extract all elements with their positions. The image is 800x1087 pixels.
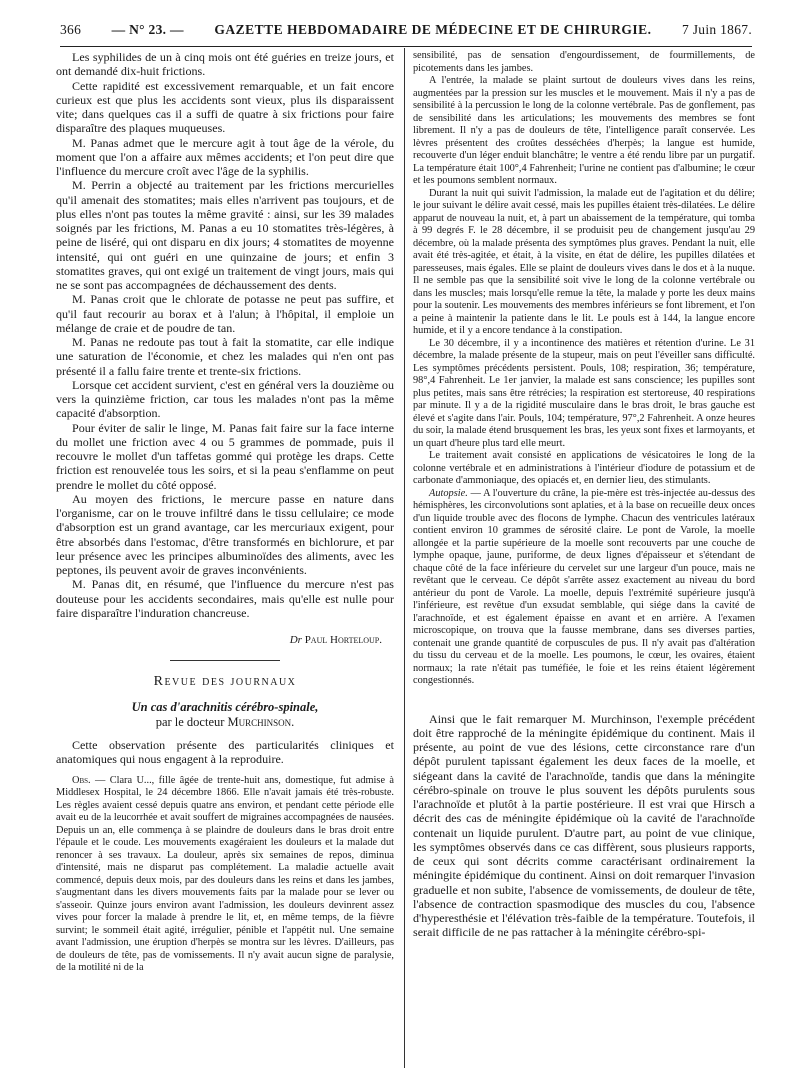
paragraph: M. Panas croit que le chlorate de potasse ne peut pas suffire, et qu'il faut recourir au borax et à l'alun; à l'hôpital, il emploie un mélange de craie et de poudre de tan. — [56, 292, 394, 335]
obs-text: — Clara U..., fille âgée de trente-huit ans, domestique, fut admise à Middlesex Hospital, le 24 décembre 1866. Elle n'avait jamais été très-robuste. Les règles avaient cessé depuis quatre ans environ, et pendant cette période elle avait eu de la leucorrhée et avait souffert de migraines accompagnées de nausées. Depuis un an, elle commença à se plaindre de douleurs dans le bras droit entre l'épaule et le coude. Les mouvements exagéraient les douleurs et la malade dut renoncer à ses travaux. La douleur, après six semaines de repos, diminua d'intensité, mais ne disparut pas complétement. La maladie actuelle avait commencé, depuis deux mois, par des douleurs dans les reins et dans les jambes, s'augmentant dans les divers mouvements faits par la malade pour se lever ou s'asseoir. Quinze jours environ avant l'admission, les douleurs devinrent assez vives pour forcer la malade à prendre le lit, et, en même temps, de la fièvre survint; le sommeil était agité, irrégulier, pénible et l'appétit nul. Une semaine avant l'admission, une éruption d'herpès se montra sur les lèvres. D'ailleurs, pas de douleurs de tête, pas de vomissements. Il n'y avait aucun signe de paralysie, de la motilité ni de la — [56, 774, 394, 973]
section-title: Revue des journaux — [153, 674, 297, 689]
signature — [56, 634, 382, 646]
autopsy-paragraph — [413, 488, 755, 688]
author-name: Murchinson. — [227, 715, 295, 729]
autopsy-text: — A l'ouverture du crâne, la pie-mère est très-injectée au-dessus des hémisphères, les circonvolutions sont aplaties, et à la base on recueille deux onces d'un liquide trouble avec des flocons de lymphe. Chacun des ventricules latéraux contient environ 10 grammes de sérosité claire. Le pont de Varole, la moelle allongée et la partie supérieure de la moelle sont recouverts par une couche de lymphe opaque, jaune, puriforme, de deux lignes d'épaisseur et s'étendant de chaque côté de la face inférieure du cervelet sur une largeur d'un pouce, mais ne revêtant que le cerveau. Ce dépôt s'arrête assez exactement au niveau du bord antérieur du pont de Varole. La moelle, depuis l'extrémité supérieure jusqu'à l'inférieure, est revêtue d'un exsudat semblable, qui siége dans la cavité de l'arachnoïde, et est également épaisse en avant et en arrière. A l'examen microscopique, on trouva que la fausse membrane, dans ses diverses parties, contenait une grande quantité de corpuscules de pus. Il n'y avait pas d'altération du tissu du cerveau et de la moelle. Les poumons, le cœur, les ovaires, étaient normaux; la rate n'était pas tuméfiée, le foie et les reins étaient légèrement congestionnés. — [413, 487, 755, 686]
header-rule — [60, 46, 752, 47]
autopsy-label: Autopsie. — [429, 487, 468, 499]
article-intro: Cette observation présente des particularités cliniques et anatomiques qui nous engagent à la reproduire. — [56, 738, 394, 767]
paragraph: Au moyen des frictions, le mercure passe en nature dans l'organisme, car on le trouve infiltré dans le tissu cellulaire; ce mode d'absorption est un grand avantage, car les mercuriaux exigent, pour être absorbés dans l'estomac, d'être transformés en bichlorure, et par leur présence avec les principes albuminoïdes des aliments, avec les peptones, ils peuvent avoir de graves inconvénients. — [56, 491, 394, 577]
article-author — [56, 715, 394, 730]
paragraph: Cette rapidité est excessivement remarquable, et un fait encore curieux est que plus les accidents sont vieux, plus ils disparaissent vite; dans quelques cas il a suffi de quatre à six frictions pour faire disparaître des plaques muqueuses. — [56, 78, 394, 136]
left-column — [56, 50, 394, 1080]
column-divider — [404, 48, 405, 1068]
running-header — [60, 22, 752, 44]
paragraph: A l'entrée, la malade se plaint surtout de douleurs vives dans les reins, augmentées par la pression sur les muscles et le mouvement. Mais il n'y a pas de sensibilité à la percussion le long de la colonne vertébrale. Pas de gonflement, pas de sensibilité dans les articulations; les mouvements des membres se font librement. Il n'y a pas de douleurs de tête, l'intelligence paraît conservée. Les lèvres présentent des croûtes desséchées d'herpès; la langue est humide, recouverte d'un léger enduit blanchâtre; le ventre a été rendu libre par un purgatif. La température était 100°,4 Fahrenheit; l'urine ne contient pas d'albumine; le cœur et les poumons semblent normaux. — [413, 75, 755, 186]
right-column — [413, 50, 755, 1080]
section-heading — [56, 656, 394, 690]
paragraph: M. Perrin a objecté au traitement par les frictions mercurielles qu'il amenait des stomatites; mais elles n'arrivent pas toujours, et de plus elles n'ont pas toutes la même gravité : ainsi, sur les 39 malades soignés par les frictions, M. Panas a eu 10 stomatites très-légères, à peine de liséré, qui ont disparu en dix jours; 4 stomatites de moyenne intensité, qui ont guéri en une quinzaine de jours; et enfin 3 stomatites graves, qui ont exigé un traitement de vingt jours, mais qui ne se sont pas accompagnées de déchaussement des dents. — [56, 178, 394, 292]
observation — [56, 775, 394, 975]
issue-date: 7 Juin 1867. — [682, 22, 752, 37]
paragraph: Durant la nuit qui suivit l'admission, la malade eut de l'agitation et du délire; le jour suivant le délire avait cessé, mais les pupilles étaient très-dilatées. Le délire apparut de nouveau la nuit, et, à part un abaissement de la température, qui tomba à 99 degrés F. le 28 décembre, il se produisit peu de changement jusqu'au 29 décembre, où la malade présenta des symptômes plus graves. Pendant la nuit, elle avait été très-agitée, et était, à la visite, en état de délire, les pupilles dilatées et paresseuses, mais égales. Elle se plaint de douleurs vives dans le dos et à la nuque. Il ne semble pas que la sensibilité soit vive le long de la colonne vertébrale ou dans les muscles; mais lorsqu'elle remue la tête, la malade y porte les deux mains pour la soutenir. Les mouvements des membres inférieurs se font librement, et l'on a peine à maintenir la patiente dans le lit. Le pouls est à 144, la langue encore humide, et il y a encore tendance à la constipation. — [413, 187, 755, 336]
paragraph: M. Panas dit, en résumé, que l'influence du mercure n'est pas douteuse pour les accidents secondaires, mais qu'elle est nulle pour faire disparaître l'induration chancreuse. — [56, 577, 394, 620]
section-rule — [170, 660, 280, 661]
paragraph: Le 30 décembre, il y a incontinence des matières et rétention d'urine. Le 31 décembre, la malade présente de la stupeur, mais on peut l'éveiller sans difficulté. Les symptômes précédents persistent. Pouls, 108; respiration, 36; température, 98°,4 Fahrenheit. Le 1er janvier, la malade est sans conscience; les pupilles sont plus petites, mais sans être rétrécies; la respiration est stertoreuse, 40 respirations par minute. Il y a de la rigidité musculaire dans le bras droit, le bras gauche est élevé et s'agite dans l'air. Pouls, 104; température, 97°,2 Fahrenheit. A onze heures du soir, la malade étend brusquement les bras, les yeux sont fixes et larmoyants, et un quart d'heure plus tard elle meurt. — [413, 337, 755, 449]
signature-prefix: Dr — [289, 634, 302, 646]
paragraph: Pour éviter de salir le linge, M. Panas fait faire sur la face interne du mollet une friction avec 4 ou 5 grammes de pommade, puis il recouvre le mollet d'un taffetas gommé qui protège les draps. Cette friction est renouvelée tous les soirs, et si la peau s'enflamme on peut prendre le mollet du côté opposé. — [56, 420, 394, 492]
issue-number: — N° 23. — — [111, 22, 184, 37]
paragraph: M. Panas admet que le mercure agit à tout âge de la vérole, du moment que l'on a affaire aux mêmes accidents; et l'on peut dire que l'influence du mercure croît avec l'âge de la syphilis. — [56, 135, 394, 178]
article-title: Un cas d'arachnitis cérébro-spinale, — [131, 700, 319, 714]
conclusion-paragraph: Ainsi que le fait remarquer M. Murchinson, l'exemple précédent doit être rapproché de la méningite épidémique du continent. Mais il présente, au point de vue des lésions, cette circonstance rare d'un dépôt purulent tapissant également les deux faces de la moelle, et siégeant dans la cavité de l'arachnoïde, tandis que dans la méningite cérébro-spinale on trouve le plus souvent les dépôts purulents sous l'arachnoïde et plutôt à la partie postérieure. Il est vrai que Hirsch a décrit des cas de méningite épidémique où la cavité de l'arachnoïde contenait un liquide purulent. D'autre part, au point de vue clinique, les symptômes observés dans ce cas diffèrent, sous plusieurs rapports, de ceux qui sont décrits comme caractérisant ordinairement la méningite épidémique du continent. Ainsi on doit remarquer l'invasion graduelle et non subite, l'absence de vomissements, de douleur de tête, l'absence de contraction spasmodique des muscles du cou, l'absence d'hyperesthésie et l'élévation très-faible de la température. Toutefois, il serait difficile de ne pas rattacher à la méningite cérébro-spi- — [413, 711, 755, 940]
paragraph: sensibilité, pas de sensation d'engourdissement, de fourmillements, de picotements dans les jambes. — [413, 50, 755, 74]
paragraph: Lorsque cet accident survient, c'est en général vers la douzième ou vers la quinzième friction, car tous les malades n'ont pas la même capacité d'absorption. — [56, 377, 394, 421]
page-number: 366 — [60, 22, 82, 37]
paragraph: Les syphilides de un à cinq mois ont été guéries en treize jours, et ont demandé dix-huit frictions. — [56, 50, 394, 79]
author-prefix: par le docteur — [155, 715, 225, 729]
signature-name: Paul Horteloup. — [304, 634, 382, 646]
paragraph: M. Panas ne redoute pas tout à fait la stomatite, car elle indique une saturation de l'économie, et chez les malades qui n'en ont pas présenté il a fallu faire trente et trente-six frictions. — [56, 335, 394, 378]
journal-title: GAZETTE HEBDOMADAIRE DE MÉDECINE ET DE CHIRURGIE. — [214, 22, 652, 37]
obs-label: Obs. — [72, 774, 91, 786]
paragraph: Le traitement avait consisté en applications de vésicatoires le long de la colonne vertébrale et en administrations à l'intérieur d'iodure de potassium et de carbonate d'ammoniaque, des opiacés et, en dernier lieu, des stimulants. — [413, 450, 755, 486]
